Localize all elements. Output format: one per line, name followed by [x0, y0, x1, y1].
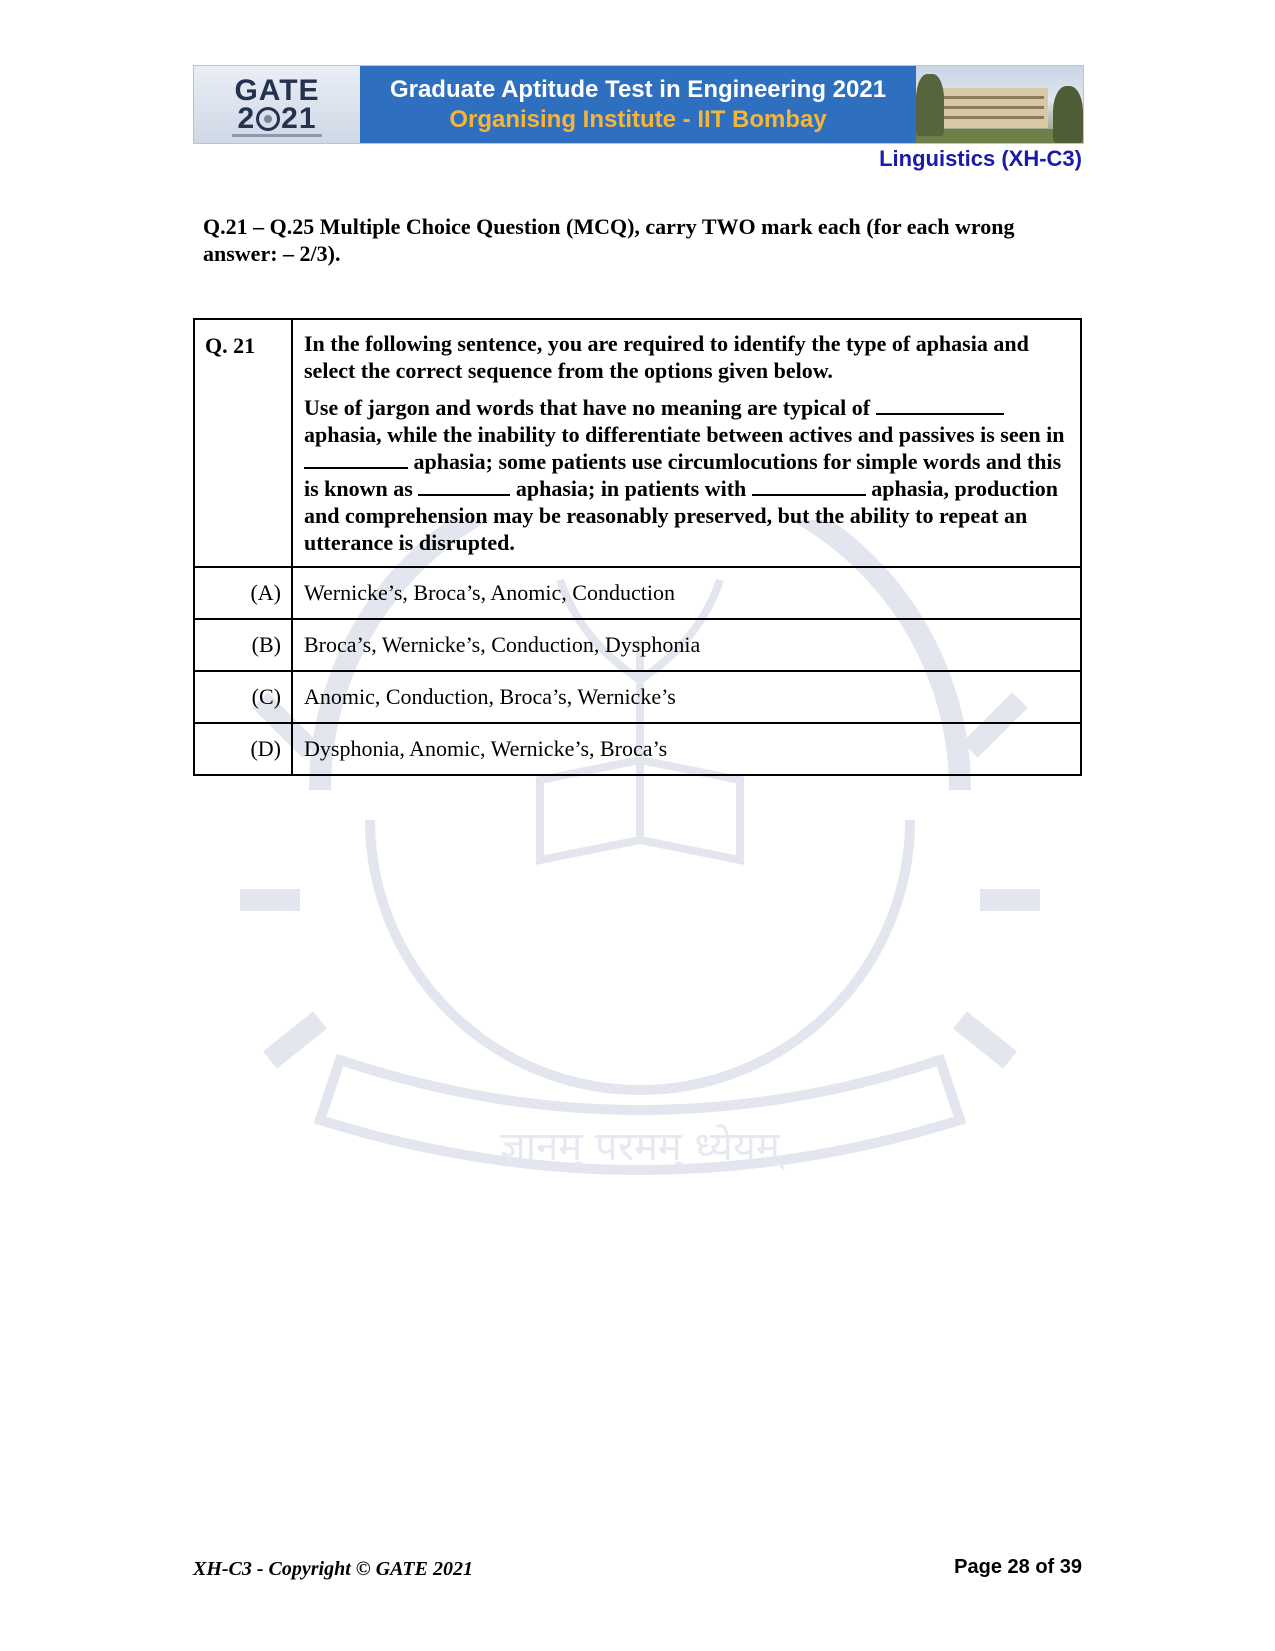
building-window-row [942, 116, 1044, 119]
footer-page-number: Page 28 of 39 [954, 1556, 1082, 1578]
option-row-b[interactable] [194, 619, 1081, 671]
answer-blank-2 [304, 449, 408, 469]
passage-part-5: aphasia, production and comprehension may be reasonably preserved, but the ability to repeat an utterance is disrupted. [304, 476, 1058, 555]
passage-part-2: aphasia, while the inability to differentiate between actives and passives is seen in [304, 422, 1065, 447]
option-label: (C) [194, 671, 292, 723]
option-text: Dysphonia, Anomic, Wernicke’s, Broca’s [292, 723, 1081, 775]
option-text: Broca’s, Wernicke’s, Conduction, Dysphonia [292, 619, 1081, 671]
banner-subtitle: Organising Institute - IIT Bombay [449, 105, 827, 133]
passage-part-1: Use of jargon and words that have no meaning are typical of [304, 395, 871, 420]
section-heading: Q.21 – Q.25 Multiple Choice Question (MCQ), carry TWO mark each (for each wrong answer: – 2/3). [203, 214, 1015, 266]
logo-tagline-strip [232, 134, 322, 137]
option-text: Wernicke’s, Broca’s, Anomic, Conduction [292, 567, 1081, 619]
building-window-row [942, 96, 1044, 99]
question-row [194, 319, 1081, 567]
logo-word: GATE [234, 73, 320, 107]
tree-shape [1053, 86, 1083, 143]
option-label: (B) [194, 619, 292, 671]
building-window-row [942, 106, 1044, 109]
question-body [292, 319, 1081, 567]
question-passage [304, 394, 1069, 556]
question-table [193, 318, 1082, 776]
gate-logo [194, 66, 360, 143]
watermark-motto: ज्ञानम् परमम् ध्येयम् [500, 1124, 780, 1170]
option-row-c[interactable] [194, 671, 1081, 723]
banner-text-block [360, 66, 916, 143]
question-instruction: In the following sentence, you are required to identify the type of aphasia and select the correct sequence from the options given below. [304, 331, 1029, 383]
logo-year-right: 21 [281, 101, 317, 135]
answer-blank-3 [418, 476, 510, 496]
banner-title: Graduate Aptitude Test in Engineering 2021 [389, 75, 887, 103]
option-label: (D) [194, 723, 292, 775]
logo-year [237, 101, 317, 135]
seal-icon [256, 107, 280, 131]
question-number: Q. 21 [194, 319, 292, 567]
header-banner [193, 65, 1084, 144]
option-text: Anomic, Conduction, Broca’s, Wernicke’s [292, 671, 1081, 723]
logo-year-left: 2 [237, 101, 256, 135]
option-label: (A) [194, 567, 292, 619]
answer-blank-4 [752, 476, 866, 496]
option-row-a[interactable] [194, 567, 1081, 619]
option-row-d[interactable] [194, 723, 1081, 775]
passage-part-3: aphasia; some patients use circumlocutions for simple words and this is known as [304, 449, 1062, 501]
footer-copyright: XH-C3 - Copyright © GATE 2021 [193, 1558, 473, 1580]
campus-photo [916, 66, 1083, 143]
passage-part-4: aphasia; in patients with [515, 476, 747, 501]
answer-blank-1 [876, 395, 1004, 415]
tree-shape [916, 74, 944, 136]
subject-title: Linguistics (XH-C3) [879, 146, 1082, 171]
